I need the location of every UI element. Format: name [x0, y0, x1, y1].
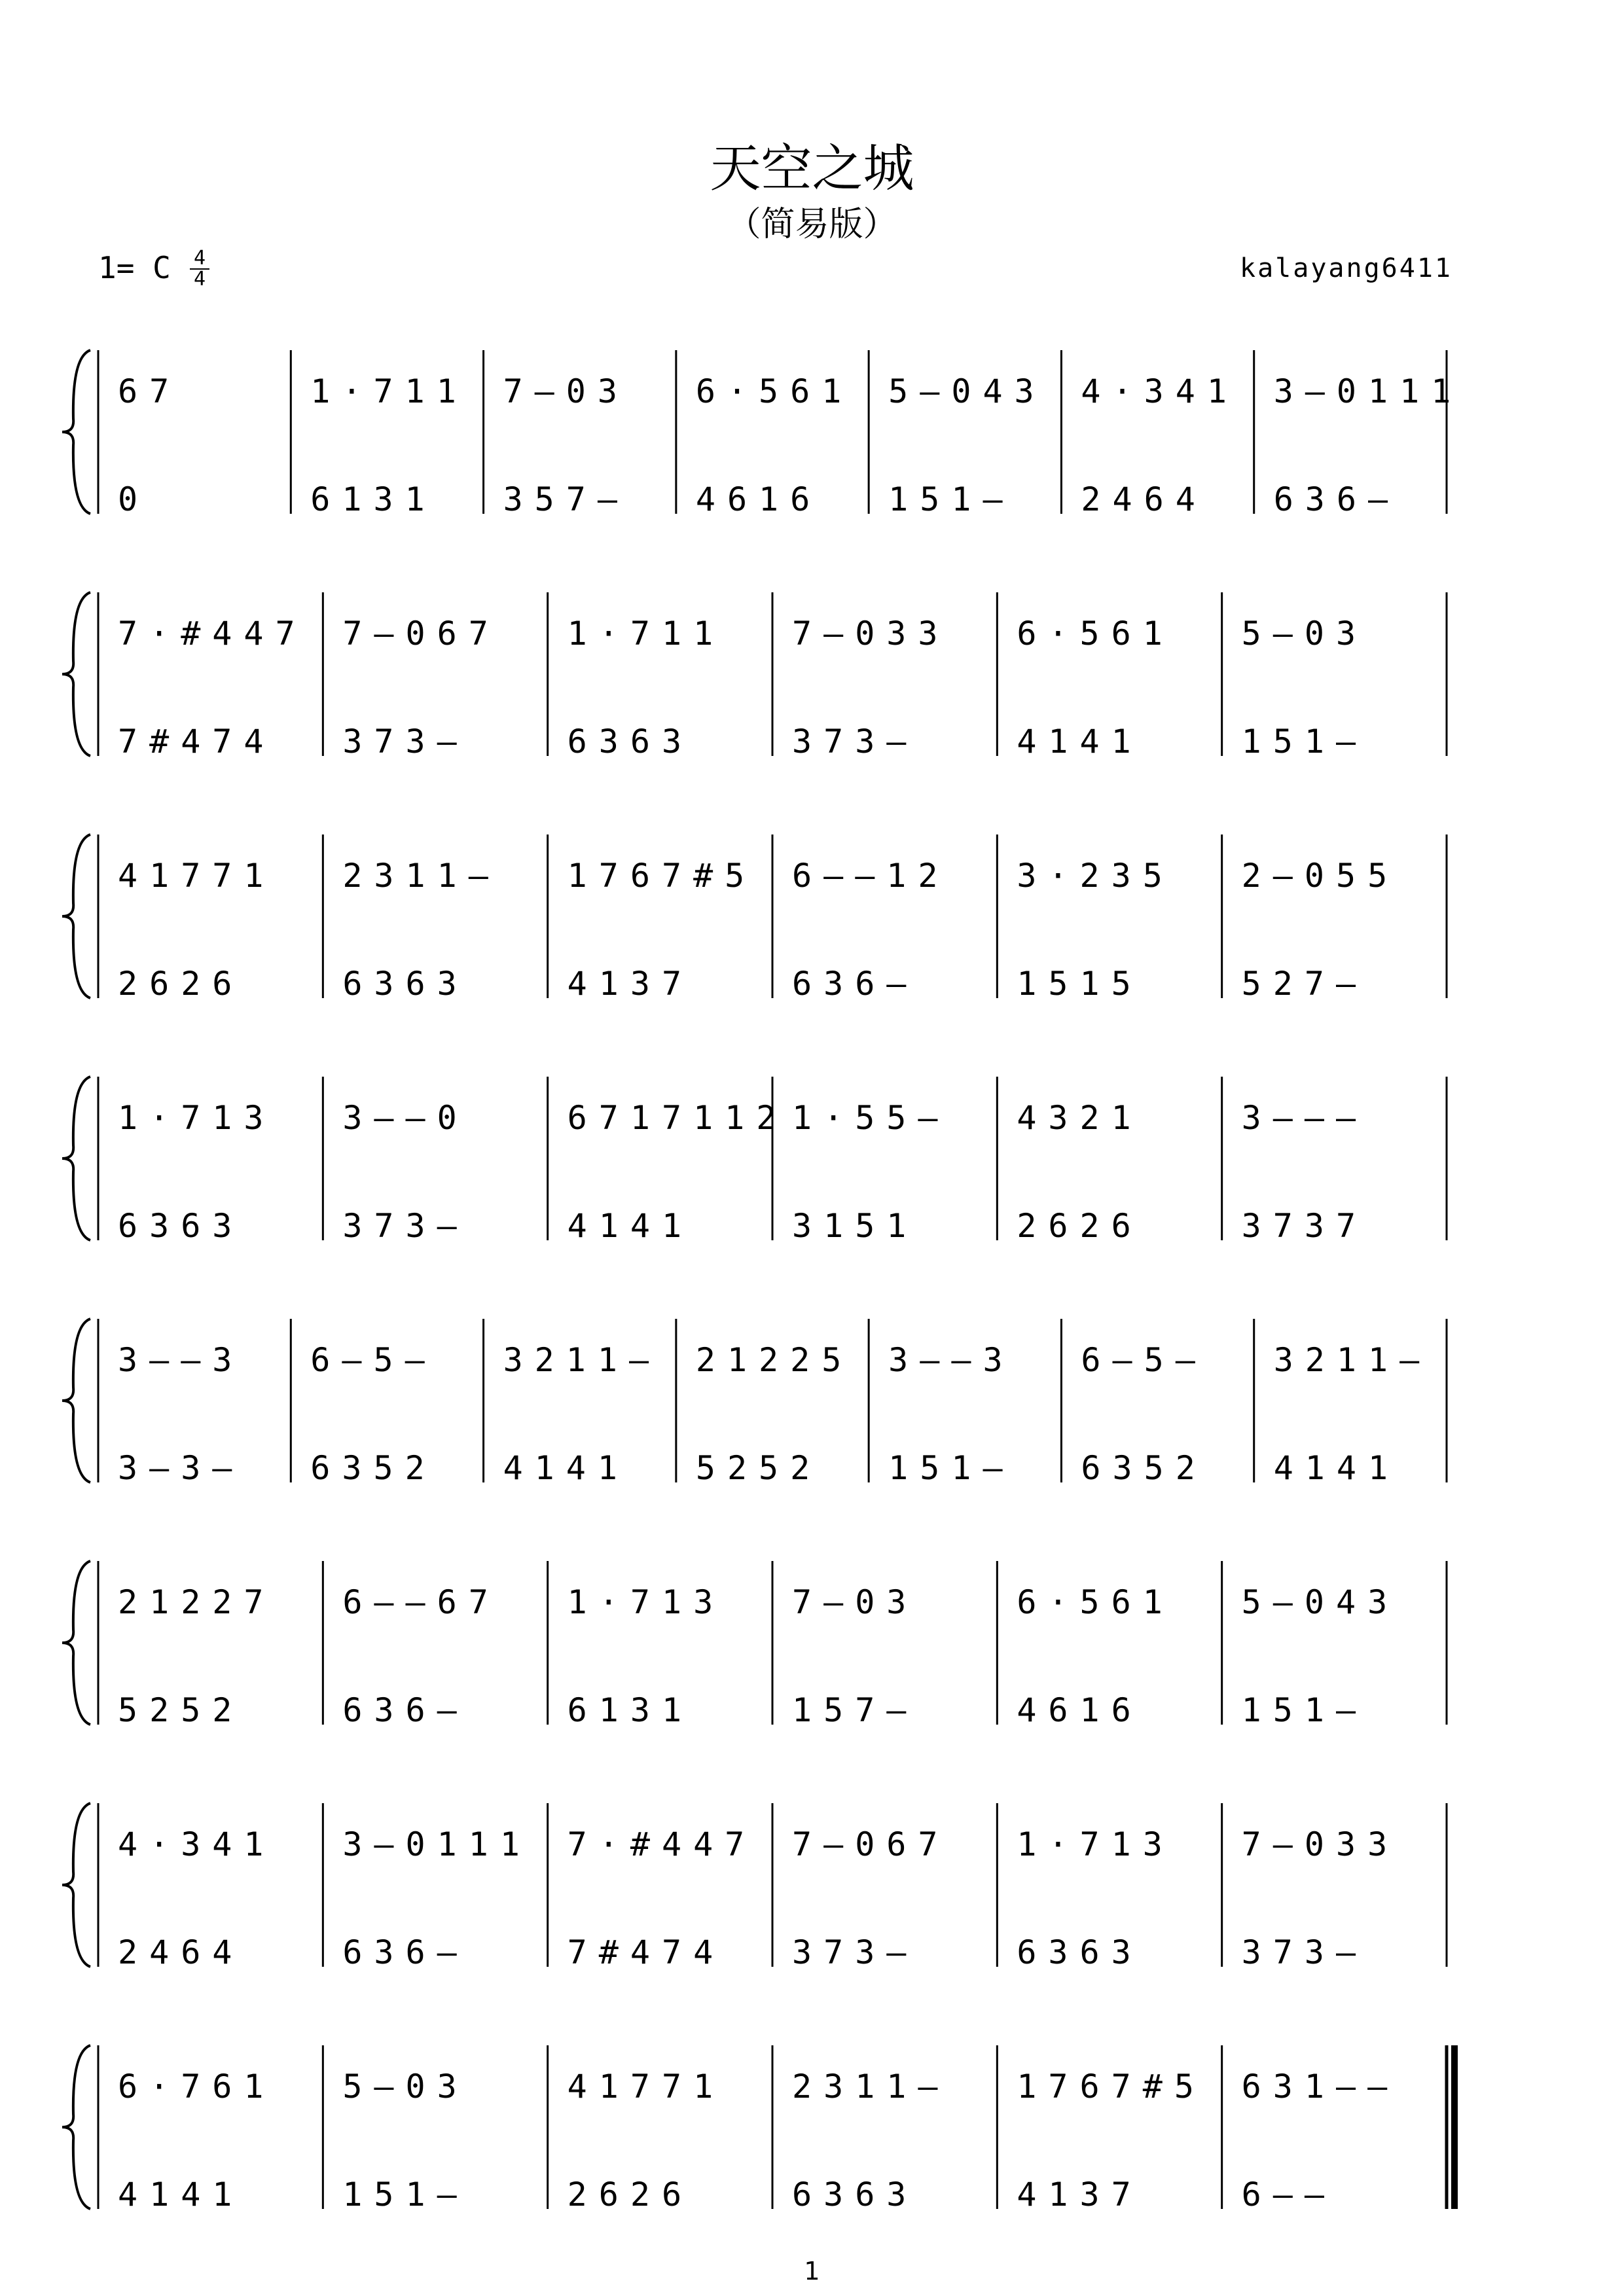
lower-measure: 6363: [1017, 1933, 1143, 1971]
lower-measure: 6352: [310, 1449, 437, 1487]
upper-measure: 6—5—: [1081, 1341, 1207, 1379]
lower-measure: 4141: [503, 1449, 629, 1487]
lower-measure: 151—: [342, 2176, 469, 2214]
lower-measure: 6352: [1081, 1449, 1207, 1487]
system-brace: [62, 1561, 90, 1725]
score-subtitle: （简易版）: [727, 205, 897, 244]
upper-measure: 6·761: [118, 2068, 276, 2106]
upper-measure: 1·713: [567, 1583, 725, 1621]
lower-measure: 373—: [792, 1933, 918, 1971]
upper-measure: 1·713: [118, 1099, 276, 1137]
key-signature: 1= C: [98, 250, 171, 285]
upper-measure: 7—03: [792, 1583, 918, 1621]
upper-measure: 7—033: [1241, 1825, 1399, 1863]
upper-measure: 1767#5: [1017, 2068, 1206, 2106]
upper-measure: 4321: [1017, 1099, 1143, 1137]
lower-measure: 4141: [118, 2176, 244, 2214]
upper-measure: 21227: [118, 1583, 276, 1621]
lower-measure: 527—: [1241, 965, 1368, 1003]
upper-measure: 5—03: [342, 2068, 469, 2106]
lower-measure: 4137: [1017, 2176, 1143, 2214]
upper-measure: 3—0111: [1273, 372, 1463, 410]
lower-measure: 4616: [1017, 1691, 1143, 1729]
lower-measure: 6363: [342, 965, 469, 1003]
upper-measure: 6——67: [342, 1583, 500, 1621]
lower-measure: 4141: [1017, 723, 1143, 761]
upper-measure: 3——3: [118, 1341, 244, 1379]
lower-measure: 357—: [503, 480, 629, 518]
lower-measure: 2626: [118, 965, 244, 1003]
lower-measure: 2464: [1081, 480, 1207, 518]
upper-measure: 5—03: [1241, 615, 1368, 653]
lower-measure: 373—: [1241, 1933, 1368, 1971]
system-brace: [62, 592, 90, 756]
lower-measure: 4616: [695, 480, 822, 518]
lower-measure: 6363: [118, 1207, 244, 1245]
lower-measure: 7#474: [567, 1933, 725, 1971]
upper-measure: 5—043: [1241, 1583, 1399, 1621]
upper-measure: 3—0111: [342, 1825, 532, 1863]
upper-measure: 3——0: [342, 1099, 469, 1137]
upper-measure: 5—043: [888, 372, 1046, 410]
upper-measure: 3——3: [888, 1341, 1015, 1379]
upper-measure: 7·#447: [118, 615, 307, 653]
lower-measure: 1515: [1017, 965, 1143, 1003]
upper-measure: 4·341: [1081, 372, 1238, 410]
upper-measure: 3·235: [1017, 857, 1174, 895]
upper-measure: 7—067: [342, 615, 500, 653]
upper-measure: 3———: [1241, 1099, 1368, 1137]
upper-measure: 7·#447: [567, 1825, 757, 1863]
lower-measure: 373—: [342, 1207, 469, 1245]
lower-measure: 6363: [792, 2176, 918, 2214]
upper-measure: 2311—: [342, 857, 500, 895]
upper-measure: 7—067: [792, 1825, 950, 1863]
author: kalayang6411: [1240, 253, 1453, 283]
upper-measure: 4·341: [118, 1825, 276, 1863]
lower-measure: 4141: [1273, 1449, 1400, 1487]
lower-measure: 373—: [792, 723, 918, 761]
time-signature-top: 4: [193, 247, 206, 270]
upper-measure: 7—033: [792, 615, 950, 653]
lower-measure: 5252: [695, 1449, 822, 1487]
lower-measure: 636—: [1273, 480, 1400, 518]
lower-measure: 6131: [310, 480, 437, 518]
lower-measure: 7#474: [118, 723, 276, 761]
lower-measure: 3737: [1241, 1207, 1368, 1245]
upper-measure: 21225: [695, 1341, 854, 1379]
system-brace: [62, 1803, 90, 1967]
lower-measure: 151—: [888, 1449, 1015, 1487]
upper-measure: 1·713: [1017, 1825, 1174, 1863]
upper-measure: 3211—: [503, 1341, 661, 1379]
lower-measure: 4137: [567, 965, 694, 1003]
system-brace: [62, 2045, 90, 2209]
lower-measure: 3151: [792, 1207, 918, 1245]
lower-measure: 4141: [567, 1207, 694, 1245]
score-title: 天空之城: [710, 139, 914, 198]
lower-measure: 157—: [792, 1691, 918, 1729]
system-brace: [62, 834, 90, 998]
lower-measure: 2626: [1017, 1207, 1143, 1245]
upper-measure: 41771: [118, 857, 276, 895]
upper-measure: 6·561: [695, 372, 854, 410]
lower-measure: 6131: [567, 1691, 694, 1729]
lower-measure: 151—: [1241, 1691, 1368, 1729]
upper-measure: 6717112: [567, 1099, 788, 1137]
lower-measure: 373—: [342, 723, 469, 761]
lower-measure: 151—: [1241, 723, 1368, 761]
lower-measure: 6363: [567, 723, 694, 761]
upper-measure: 6—5—: [310, 1341, 437, 1379]
lower-measure: 3—3—: [118, 1449, 244, 1487]
upper-measure: 41771: [567, 2068, 725, 2106]
lower-measure: 2464: [118, 1933, 244, 1971]
upper-measure: 631——: [1241, 2068, 1399, 2106]
upper-measure: 3211—: [1273, 1341, 1432, 1379]
upper-measure: 2—055: [1241, 857, 1399, 895]
upper-measure: 67: [118, 372, 181, 410]
upper-measure: 1767#5: [567, 857, 757, 895]
system-brace: [62, 1319, 90, 1482]
lower-measure: 6——: [1241, 2176, 1336, 2214]
upper-measure: 6·561: [1017, 615, 1174, 653]
upper-measure: 7—03: [503, 372, 629, 410]
lower-measure: 636—: [342, 1691, 469, 1729]
upper-measure: 1·55—: [792, 1099, 950, 1137]
page-number: 1: [804, 2257, 820, 2286]
upper-measure: 6——12: [792, 857, 950, 895]
lower-measure: 0: [118, 480, 150, 518]
lower-measure: 2626: [567, 2176, 694, 2214]
upper-measure: 1·711: [310, 372, 468, 410]
upper-measure: 1·711: [567, 615, 725, 653]
system-brace: [62, 350, 90, 514]
lower-measure: 5252: [118, 1691, 244, 1729]
lower-measure: 636—: [342, 1933, 469, 1971]
system-brace: [62, 1077, 90, 1240]
upper-measure: 2311—: [792, 2068, 950, 2106]
lower-measure: 636—: [792, 965, 918, 1003]
lower-measure: 151—: [888, 480, 1015, 518]
upper-measure: 6·561: [1017, 1583, 1174, 1621]
time-signature-bottom: 4: [190, 268, 209, 289]
